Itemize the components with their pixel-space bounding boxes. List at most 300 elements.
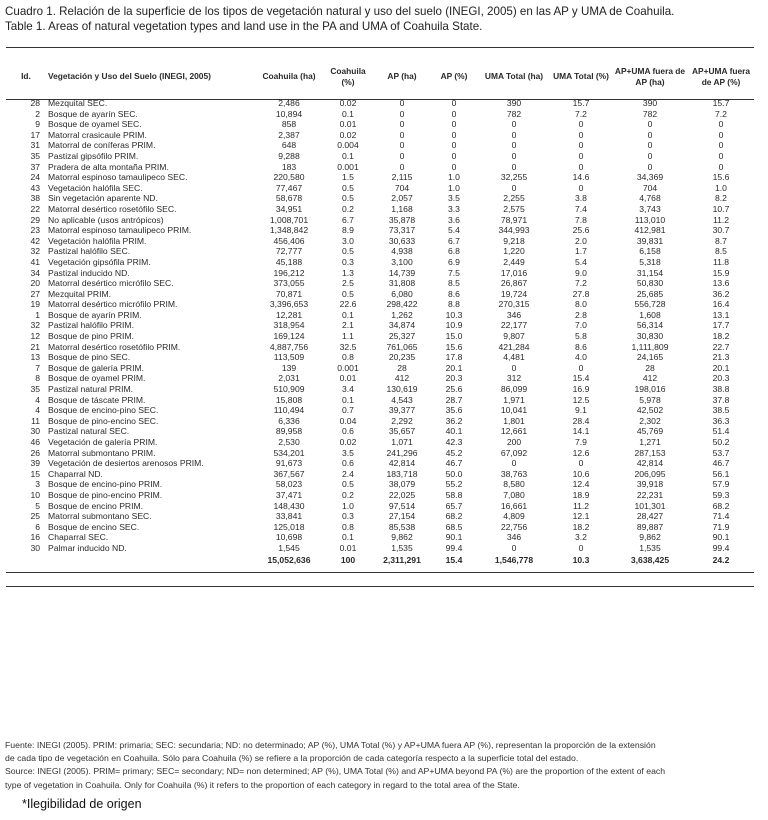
id-cell: 23: [30, 225, 40, 236]
value-cell: 28: [645, 362, 655, 373]
value-cell: 0: [451, 98, 457, 108]
value-cell: 8.0: [575, 299, 587, 310]
value-cell: 20.3: [712, 373, 730, 384]
value-cell: 287,153: [634, 447, 666, 458]
value-cell: 0: [647, 129, 653, 140]
header-row: [6, 55, 754, 98]
table-row: [6, 479, 754, 490]
value-cell: 0: [511, 129, 517, 140]
value-cell: 22,177: [500, 320, 528, 331]
vegetation-cell: Bosque de pino-encino SEC.: [48, 415, 159, 426]
header-cell: AP+UMA fuera de AP (ha): [614, 65, 686, 87]
value-cell: 0: [578, 140, 584, 151]
value-cell: 0: [511, 182, 517, 193]
value-cell: 9.1: [575, 405, 587, 416]
value-cell: 17,016: [500, 267, 528, 278]
value-cell: 45.2: [445, 447, 463, 458]
value-cell: 15.4: [572, 373, 590, 384]
vegetation-cell: Pradera de alta montaña PRIM.: [48, 161, 169, 172]
table-row: [6, 522, 754, 533]
table-row: [6, 268, 754, 279]
value-cell: 0: [647, 150, 653, 161]
value-cell: 0: [511, 362, 517, 373]
value-cell: 36.3: [712, 415, 730, 426]
value-cell: 9,288: [278, 150, 300, 161]
value-cell: 8.6: [575, 341, 587, 352]
total-cell: 15.4: [445, 554, 463, 565]
value-cell: 648: [281, 140, 297, 151]
value-cell: 99.4: [712, 542, 730, 553]
value-cell: 53.7: [712, 447, 730, 458]
header-cell: UMA Total (%): [553, 71, 609, 81]
id-cell: 29: [30, 214, 40, 225]
value-cell: 40.1: [445, 426, 463, 437]
value-cell: 71.9: [712, 521, 730, 532]
value-cell: 183,718: [386, 468, 418, 479]
value-cell: 125,018: [273, 521, 305, 532]
value-cell: 196,212: [273, 267, 305, 278]
id-cell: 16: [30, 532, 40, 543]
value-cell: 13.6: [712, 278, 730, 289]
table-row: [6, 331, 754, 342]
value-cell: 15.0: [445, 331, 463, 342]
value-cell: 34,874: [388, 320, 416, 331]
table-row: [6, 363, 754, 374]
value-cell: 412: [394, 373, 410, 384]
value-cell: 5.8: [575, 331, 587, 342]
value-cell: 36.2: [712, 288, 730, 299]
value-cell: 1,545: [278, 542, 300, 553]
value-cell: 7.9: [575, 437, 587, 447]
value-cell: 0: [647, 140, 653, 151]
value-cell: 12.4: [572, 479, 590, 490]
value-cell: 5,978: [639, 394, 661, 405]
value-cell: 31,154: [636, 267, 664, 278]
header-cell: Coahuila (%): [330, 65, 366, 87]
value-cell: 38,763: [500, 468, 528, 479]
value-cell: 42,814: [636, 458, 664, 469]
value-cell: 0.01: [339, 542, 357, 553]
value-cell: 130,619: [386, 384, 418, 395]
value-cell: 20.1: [712, 362, 730, 373]
id-cell: 17: [30, 129, 40, 140]
value-cell: 58,678: [275, 193, 303, 204]
table-row: [6, 373, 754, 384]
value-cell: 4.0: [575, 352, 587, 363]
value-cell: 1.0: [448, 172, 460, 183]
value-cell: 0: [578, 362, 584, 373]
table-row: [6, 320, 754, 331]
value-cell: 15.6: [712, 172, 730, 183]
table-row: [6, 98, 754, 109]
table-row: [6, 384, 754, 395]
value-cell: 32,255: [500, 172, 528, 183]
value-cell: 28: [397, 362, 407, 373]
value-cell: 25,327: [388, 331, 416, 342]
value-cell: 704: [394, 182, 410, 193]
table-row: [6, 310, 754, 321]
id-cell: 30: [30, 426, 40, 437]
value-cell: 0: [399, 129, 405, 140]
value-cell: 42,502: [636, 405, 664, 416]
vegetation-cell: Matorral espinoso tamaulipeco PRIM.: [48, 225, 192, 236]
total-cell: [46, 554, 256, 566]
value-cell: 12,661: [500, 426, 528, 437]
value-cell: 2,255: [503, 193, 525, 204]
value-cell: 1,168: [391, 203, 413, 214]
value-cell: 15,808: [275, 394, 303, 405]
value-cell: 25,685: [636, 288, 664, 299]
vegetation-cell: Bosque de encino SEC.: [48, 521, 140, 532]
value-cell: 3,396,653: [269, 299, 309, 310]
value-cell: 55.2: [445, 479, 463, 490]
value-cell: 0.04: [339, 415, 357, 426]
value-cell: 0.1: [342, 150, 354, 161]
value-cell: 30,830: [636, 331, 664, 342]
value-cell: 27,154: [388, 511, 416, 522]
value-cell: 0: [578, 182, 584, 193]
value-cell: 22,231: [636, 489, 664, 500]
value-cell: 1.5: [342, 172, 354, 183]
value-cell: 0: [399, 150, 405, 161]
total-cell: 24.2: [712, 554, 730, 565]
value-cell: 7.0: [575, 320, 587, 331]
id-cell: 46: [30, 437, 40, 447]
table-caption: [5, 4, 763, 34]
value-cell: 16.4: [712, 299, 730, 310]
value-cell: 20.3: [445, 373, 463, 384]
value-cell: 0: [718, 119, 724, 130]
id-cell: 37: [30, 161, 40, 172]
value-cell: 89,958: [275, 426, 303, 437]
value-cell: 2,486: [278, 98, 300, 108]
value-cell: 45,769: [636, 426, 664, 437]
value-cell: 0: [451, 150, 457, 161]
total-cell: 3,638,425: [630, 554, 670, 565]
value-cell: 27.8: [572, 288, 590, 299]
table-body: [6, 98, 754, 554]
value-cell: 11.8: [712, 256, 730, 267]
value-cell: 0: [511, 119, 517, 130]
value-cell: 78,971: [500, 214, 528, 225]
value-cell: 1,348,842: [269, 225, 309, 236]
value-cell: 373,055: [273, 278, 305, 289]
value-cell: 3.5: [448, 193, 460, 204]
value-cell: 4,768: [639, 193, 661, 204]
value-cell: 10.7: [712, 203, 730, 214]
value-cell: 0: [451, 119, 457, 130]
value-cell: 2.8: [575, 309, 587, 320]
value-cell: 0.5: [342, 479, 354, 490]
value-cell: 90.1: [712, 532, 730, 543]
value-cell: 1,971: [503, 394, 525, 405]
value-cell: 3.4: [342, 384, 354, 395]
value-cell: 0.1: [342, 532, 354, 543]
id-cell: 25: [30, 511, 40, 522]
value-cell: 22,756: [500, 521, 528, 532]
value-cell: 32.5: [339, 341, 357, 352]
value-cell: 89,887: [636, 521, 664, 532]
value-cell: 200: [506, 437, 522, 447]
id-cell: 26: [30, 447, 40, 458]
value-cell: 4,809: [503, 511, 525, 522]
vegetation-cell: Bosque de pino-encino PRIM.: [48, 489, 163, 500]
total-cell: 100: [340, 554, 356, 565]
value-cell: 8.2: [715, 193, 727, 204]
table-row: [6, 119, 754, 130]
value-cell: 34,369: [636, 172, 664, 183]
value-cell: 30.7: [712, 225, 730, 236]
vegetation-cell: Vegetación de galería PRIM.: [48, 437, 158, 447]
value-cell: 90.1: [445, 532, 463, 543]
id-cell: 27: [30, 288, 40, 299]
value-cell: 1.0: [342, 500, 354, 511]
value-cell: 0: [578, 129, 584, 140]
table-row: [6, 532, 754, 543]
vegetation-cell: Bosque de táscate PRIM.: [48, 394, 146, 405]
id-cell: 11: [31, 415, 40, 426]
vegetation-cell: Bosque de ayarín SEC.: [48, 108, 138, 119]
value-cell: 7.2: [575, 278, 587, 289]
table-row: [6, 490, 754, 501]
value-cell: 12.6: [572, 447, 590, 458]
value-cell: 0.5: [342, 182, 354, 193]
value-cell: 6.7: [342, 214, 354, 225]
value-cell: 2.0: [575, 235, 587, 246]
value-cell: 46.7: [712, 458, 730, 469]
value-cell: 412: [642, 373, 658, 384]
value-cell: 2,449: [503, 256, 525, 267]
value-cell: 3,743: [639, 203, 661, 214]
value-cell: 12.5: [572, 394, 590, 405]
table-row: [6, 469, 754, 480]
value-cell: 15.7: [572, 98, 590, 108]
value-cell: 57.9: [712, 479, 730, 490]
value-cell: 18.2: [572, 521, 590, 532]
vegetation-cell: Sin vegetación aparente ND.: [48, 193, 158, 204]
value-cell: 0.6: [342, 426, 354, 437]
total-cell: 1,546,778: [494, 554, 534, 565]
value-cell: 9,218: [503, 235, 525, 246]
value-cell: 14.6: [572, 172, 590, 183]
value-cell: 36.2: [445, 415, 463, 426]
vegetation-cell: Bosque de encino-pino SEC.: [48, 405, 159, 416]
value-cell: 0: [718, 150, 724, 161]
value-cell: 38.8: [712, 384, 730, 395]
table-row: [6, 342, 754, 353]
table-row: [6, 543, 754, 554]
table-row: [6, 140, 754, 151]
value-cell: 12,281: [275, 309, 303, 320]
value-cell: 3.0: [342, 235, 354, 246]
value-cell: 0.8: [342, 352, 354, 363]
value-cell: 11.2: [712, 214, 730, 225]
bottom-rule: [6, 586, 754, 587]
id-cell: 1: [35, 309, 40, 320]
id-cell: 4: [35, 405, 40, 416]
value-cell: 5.4: [448, 225, 460, 236]
value-cell: 22.7: [712, 341, 730, 352]
value-cell: 0.1: [342, 394, 354, 405]
value-cell: 28,427: [636, 511, 664, 522]
value-cell: 0: [511, 458, 517, 469]
total-cell: [6, 554, 46, 566]
value-cell: 85,538: [388, 521, 416, 532]
value-cell: 0: [718, 129, 724, 140]
vegetation-cell: Matorral desértico micrófilo SEC.: [48, 278, 174, 289]
value-cell: 19,724: [500, 288, 528, 299]
header-cell: AP (ha): [387, 71, 417, 81]
header-cell: AP (%): [440, 71, 468, 81]
id-cell: 34: [30, 267, 40, 278]
vegetation-cell: Bosque de pino PRIM.: [48, 331, 134, 342]
vegetation-cell: Bosque de oyamel PRIM.: [48, 373, 146, 384]
value-cell: 18.2: [712, 331, 730, 342]
value-cell: 7.2: [715, 108, 727, 119]
value-cell: 3,100: [391, 256, 413, 267]
value-cell: 421,284: [498, 341, 530, 352]
value-cell: 0.01: [339, 119, 357, 130]
value-cell: 2,530: [278, 437, 300, 447]
value-cell: 58.8: [445, 489, 463, 500]
value-cell: 6,080: [391, 288, 413, 299]
value-cell: 344,993: [498, 225, 530, 236]
value-cell: 198,016: [634, 384, 666, 395]
value-cell: 9,862: [639, 532, 661, 543]
value-cell: 99.4: [445, 542, 463, 553]
id-cell: 31: [30, 140, 40, 151]
value-cell: 113,010: [634, 214, 666, 225]
value-cell: 298,422: [386, 299, 418, 310]
id-cell: 3: [35, 479, 40, 490]
vegetation-cell: Matorral desértico micrófilo PRIM.: [48, 299, 178, 310]
value-cell: 0.5: [342, 288, 354, 299]
table-row: [6, 109, 754, 120]
table-row: [6, 501, 754, 512]
value-cell: 34,951: [275, 203, 303, 214]
value-cell: 15.6: [445, 341, 463, 352]
value-cell: 1,111,809: [631, 341, 669, 352]
value-cell: 206,095: [634, 468, 666, 479]
value-cell: 270,315: [498, 299, 530, 310]
vegetation-cell: Pastizal halófilo SEC.: [48, 246, 131, 257]
id-cell: 24: [30, 172, 40, 183]
table-row: [6, 395, 754, 406]
value-cell: 346: [506, 532, 522, 543]
vegetation-cell: Chaparral SEC.: [48, 532, 109, 543]
value-cell: 556,728: [634, 299, 666, 310]
value-cell: 0.02: [339, 129, 357, 140]
vegetation-cell: Pastizal halófilo PRIM.: [48, 320, 134, 331]
value-cell: 2,057: [391, 193, 413, 204]
value-cell: 0: [451, 161, 457, 172]
value-cell: 6.9: [448, 256, 460, 267]
value-cell: 17.7: [712, 320, 730, 331]
value-cell: 22,025: [388, 489, 416, 500]
vegetation-cell: Bosque de oyamel SEC.: [48, 119, 142, 130]
value-cell: 71.4: [712, 511, 730, 522]
value-cell: 37,471: [275, 489, 303, 500]
value-cell: 37.8: [712, 394, 730, 405]
vegetation-cell: Bosque de ayarín PRIM.: [48, 309, 142, 320]
value-cell: 0: [399, 161, 405, 172]
vegetation-cell: Chaparral ND.: [48, 468, 103, 479]
value-cell: 3.5: [342, 447, 354, 458]
value-cell: 3.3: [448, 203, 460, 214]
value-cell: 390: [506, 98, 522, 108]
value-cell: 4,481: [503, 352, 525, 363]
value-cell: 761,065: [386, 341, 418, 352]
value-cell: 1,071: [391, 437, 413, 447]
value-cell: 10.9: [445, 320, 463, 331]
value-cell: 42.3: [445, 437, 463, 447]
table-row: [6, 215, 754, 226]
value-cell: 10,041: [500, 405, 528, 416]
value-cell: 6,336: [278, 415, 300, 426]
value-cell: 25.6: [445, 384, 463, 395]
value-cell: 14.1: [572, 426, 590, 437]
value-cell: 0.1: [342, 108, 354, 119]
table-row: [6, 416, 754, 427]
value-cell: 0.02: [339, 98, 357, 108]
value-cell: 0.1: [342, 309, 354, 320]
id-cell: 28: [30, 98, 40, 108]
value-cell: 0: [578, 150, 584, 161]
value-cell: 68.5: [445, 521, 463, 532]
vegetation-cell: Pastizal natural SEC.: [48, 426, 130, 437]
value-cell: 0: [511, 161, 517, 172]
value-cell: 1.7: [575, 246, 587, 257]
value-cell: 110,494: [273, 405, 305, 416]
id-cell: 5: [35, 500, 40, 511]
value-cell: 8.5: [715, 246, 727, 257]
value-cell: 1,008,701: [269, 214, 309, 225]
vegetation-table: [6, 55, 754, 566]
value-cell: 56,314: [636, 320, 664, 331]
value-cell: 1,271: [639, 437, 661, 447]
value-cell: 0.6: [342, 458, 354, 469]
value-cell: 318,954: [273, 320, 305, 331]
value-cell: 8.8: [448, 299, 460, 310]
value-cell: 10,894: [275, 108, 303, 119]
id-cell: 6: [35, 521, 40, 532]
value-cell: 0.7: [342, 405, 354, 416]
vegetation-cell: Matorral submontano PRIM.: [48, 447, 156, 458]
caption-english: Table 1. Areas of natural vegetation types and land use in the PA and UMA of Coahuila State.: [5, 20, 483, 33]
value-cell: 0: [399, 98, 405, 108]
value-cell: 113,509: [273, 352, 305, 363]
value-cell: 534,201: [273, 447, 305, 458]
id-cell: 2: [35, 108, 40, 119]
value-cell: 68.2: [712, 500, 730, 511]
value-cell: 46.7: [445, 458, 463, 469]
value-cell: 70,871: [275, 288, 303, 299]
id-cell: 9: [35, 119, 40, 130]
value-cell: 782: [642, 108, 658, 119]
vegetation-cell: Bosque de galería PRIM.: [48, 362, 145, 373]
id-cell: 13: [30, 352, 40, 363]
value-cell: 5.4: [575, 256, 587, 267]
id-cell: 7: [35, 362, 40, 373]
vegetation-cell: Pastizal gipsófilo PRIM.: [48, 150, 139, 161]
table-row: [6, 511, 754, 522]
value-cell: 58,023: [275, 479, 303, 490]
value-cell: 0: [399, 140, 405, 151]
value-cell: 0: [511, 140, 517, 151]
vegetation-cell: Pastizal natural PRIM.: [48, 384, 134, 395]
value-cell: 782: [506, 108, 522, 119]
id-cell: 41: [30, 256, 40, 267]
